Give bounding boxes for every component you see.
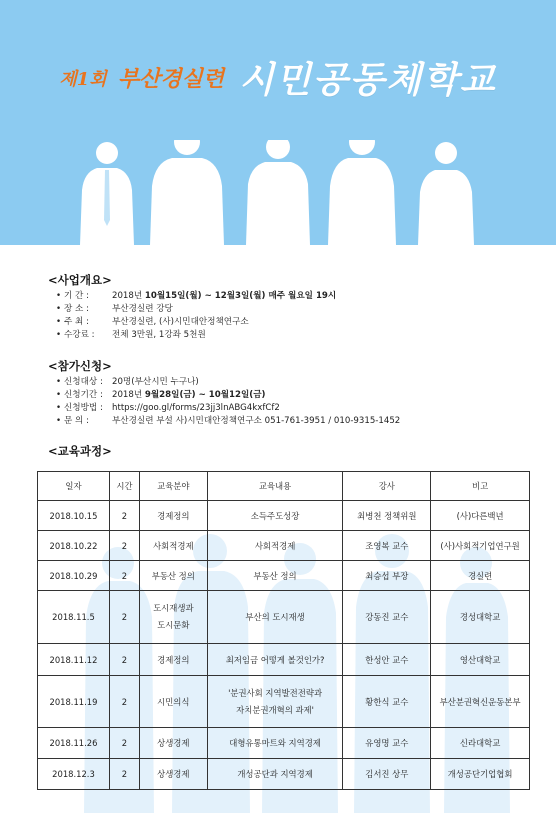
cell-date: 2018.11.5 [38, 591, 110, 644]
cell-hours: 2 [109, 531, 139, 561]
application-list [56, 376, 400, 428]
cell-field: 상생경제 [139, 728, 207, 759]
column-header-content: 교육내용 [207, 472, 343, 501]
cell-note: 신라대학교 [431, 728, 530, 759]
cell-field: 경제정의 [139, 501, 207, 531]
cell-lecturer: 최병천 정책위원 [343, 501, 431, 531]
cell-content: 소득주도성장 [207, 501, 343, 531]
title-main: 시민공동체학교 [239, 60, 497, 101]
application-contact: • 문 의 : 부산경실련 부설 사)시민대안정책연구소 051-761-3951 / 010-9315-1452 [56, 415, 400, 428]
title-organization: 부산경실련 [117, 66, 225, 92]
cell-lecturer: 황한식 교수 [343, 676, 431, 728]
overview-host: • 주 최 : 부산경실련, (사)시민대안정책연구소 [56, 316, 336, 329]
column-header-hours: 시간 [109, 472, 139, 501]
column-header-note: 비고 [431, 472, 530, 501]
cell-field: 상생경제 [139, 759, 207, 790]
cell-date: 2018.11.26 [38, 728, 110, 759]
cell-lecturer: 한성안 교수 [343, 644, 431, 676]
cell-field: 시민의식 [139, 676, 207, 728]
cell-content: 개성공단과 지역경제 [207, 759, 343, 790]
cell-field: 부동산 정의 [139, 561, 207, 591]
overview-period: • 기 간 : 2018년 10월15일(월) ~ 12월3일(월) 매주 월요일 19시 [56, 290, 336, 303]
cell-date: 2018.11.12 [38, 644, 110, 676]
column-header-field: 교육분야 [139, 472, 207, 501]
overview-venue: • 장 소 : 부산경실련 강당 [56, 303, 336, 316]
cell-field: 사회적경제 [139, 531, 207, 561]
cell-field: 도시재생과 도시문화 [139, 591, 207, 644]
cell-content: 부동산 정의 [207, 561, 343, 591]
table-row [38, 501, 530, 531]
overview-fee: • 수강료 : 전체 3만원, 1강좌 5천원 [56, 329, 336, 342]
curriculum-heading: <교육과정> [48, 444, 112, 458]
column-header-date: 일자 [38, 472, 110, 501]
cell-date: 2018.10.29 [38, 561, 110, 591]
table-row [38, 759, 530, 790]
cell-lecturer: 조영복 교수 [343, 531, 431, 561]
application-heading: <참가신청> [48, 359, 112, 373]
overview-heading: <사업개요> [48, 273, 112, 287]
table-row [38, 591, 530, 644]
table-row [38, 531, 530, 561]
table-row [38, 728, 530, 759]
cell-date: 2018.10.15 [38, 501, 110, 531]
column-header-lecturer: 강사 [343, 472, 431, 501]
table-row [38, 676, 530, 728]
cell-content: 최저임금 어떻게 볼것인가? [207, 644, 343, 676]
cell-content: 사회적경제 [207, 531, 343, 561]
cell-hours: 2 [109, 501, 139, 531]
cell-hours: 2 [109, 591, 139, 644]
cell-content: 대형유통마트와 지역경제 [207, 728, 343, 759]
cell-date: 2018.12.3 [38, 759, 110, 790]
cell-date: 2018.10.22 [38, 531, 110, 561]
cell-hours: 2 [109, 759, 139, 790]
application-method: • 신청방법 : https://goo.gl/forms/23jj3lnABG4kxfCf2 [56, 402, 400, 415]
cell-note: 개성공단기업협회 [431, 759, 530, 790]
cell-date: 2018.11.19 [38, 676, 110, 728]
header-banner [0, 0, 556, 245]
cell-note: 부산분권혁신운동본부 [431, 676, 530, 728]
cell-hours: 2 [109, 728, 139, 759]
cell-field: 경제정의 [139, 644, 207, 676]
cell-lecturer: 유영명 교수 [343, 728, 431, 759]
curriculum-table [37, 471, 530, 790]
cell-lecturer: 강동진 교수 [343, 591, 431, 644]
cell-hours: 2 [109, 676, 139, 728]
overview-list [56, 290, 336, 342]
cell-note: 경실련 [431, 561, 530, 591]
cell-hours: 2 [109, 561, 139, 591]
cell-hours: 2 [109, 644, 139, 676]
application-target: • 신청대상 : 20명(부산시민 누구나) [56, 376, 400, 389]
title-prefix: 제1회 [59, 68, 107, 90]
cell-note: (사)다른백년 [431, 501, 530, 531]
cell-lecturer: 최승섭 부장 [343, 561, 431, 591]
poster-title [0, 52, 556, 103]
cell-content: 부산의 도시재생 [207, 591, 343, 644]
table-header-row [38, 472, 530, 501]
cell-content: '분권사회 지역발전전략과 자치분권개혁의 과제' [207, 676, 343, 728]
application-period: • 신청기간 : 2018년 9월28일(금) ~ 10월12일(금) [56, 389, 400, 402]
people-silhouettes-illustration [0, 140, 556, 245]
table-row [38, 644, 530, 676]
cell-note: 경성대학교 [431, 591, 530, 644]
cell-lecturer: 김서진 상무 [343, 759, 431, 790]
cell-note: 영산대학교 [431, 644, 530, 676]
content-area [0, 245, 556, 813]
cell-note: (사)사회적기업연구원 [431, 531, 530, 561]
table-row [38, 561, 530, 591]
